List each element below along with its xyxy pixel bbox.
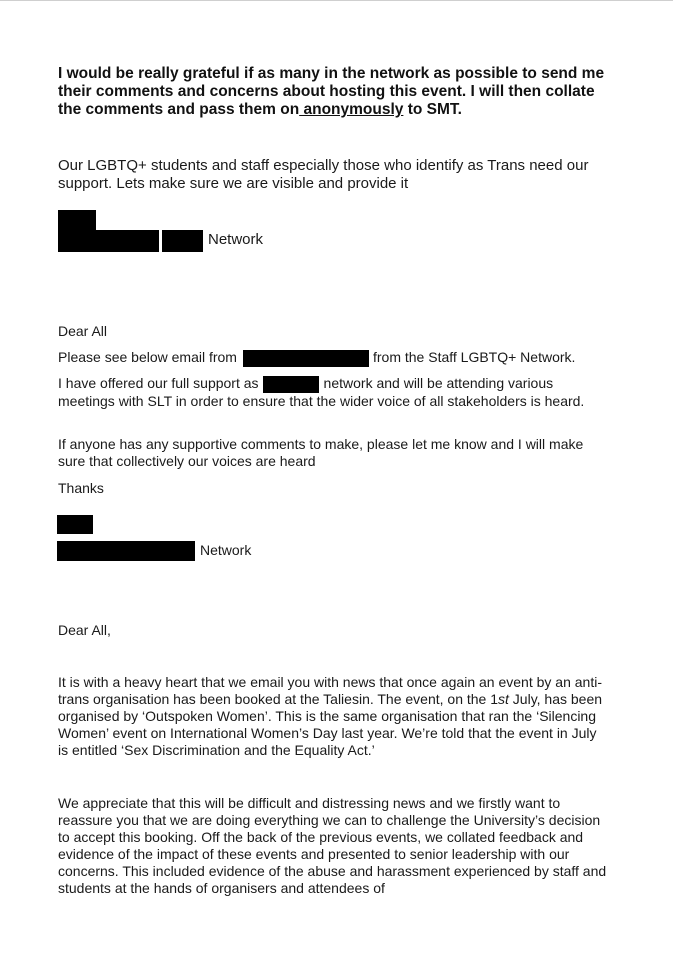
page-top-border <box>0 0 673 1</box>
forward-text-before: Please see below email from <box>58 349 237 365</box>
request-paragraph <box>58 65 618 119</box>
event-text-rest: July, has been organised by ‘Outspoken Women’. This is the same organisation that ran the ‘Silencing Women’ event on International Women’s Day last year. We’re told that the event in July is entitled ‘Sex Discrimination and the Equality Act.’ <box>58 691 603 758</box>
greeting: Dear All <box>58 323 108 339</box>
redacted-sender-network <box>57 541 195 561</box>
reassurance-paragraph: We appreciate that this will be difficult and distressing news and we firstly want to reassure you that we are doing everything we can to challenge the University’s decision to accept this booking. Off the back of the previous events, we collated feedback and evidence of the impact of these events and presented to senior leadership with our concerns. This included evidence of the abuse and harassment experienced by staff and students at the hands of organisers and attendees of <box>58 795 607 896</box>
event-text-ordinal: st <box>498 691 509 707</box>
thanks-line: Thanks <box>58 480 104 496</box>
redacted-signature-box <box>58 230 159 252</box>
redacted-name-box <box>58 210 96 230</box>
request-text: I would be really grateful if as many in the network as possible to send me their comments and concerns about hosting this event. I will then collate the comments and pass them on <box>58 65 605 118</box>
support-offer-after: network and will be attending various meetings with SLT in order to ensure that the wider voice of all stakeholders is heard. <box>58 375 585 409</box>
redacted-sender-initial <box>57 515 93 534</box>
third-greeting: Dear All, <box>58 622 111 638</box>
event-paragraph <box>58 674 610 759</box>
event-text: It is with a heavy heart that we email you with news that once again an event by an anti-trans organisation has been booked at the Taliesin. The event, on the 1 <box>58 674 602 707</box>
sender-network-label: Network <box>200 542 252 558</box>
support-offer-before: I have offered our full support as <box>58 375 259 391</box>
anonymously-underlined: anonymously <box>299 101 404 118</box>
forward-line <box>58 349 613 367</box>
redacted-sender <box>243 350 369 367</box>
support-paragraph: Our LGBTQ+ students and staff especially those who identify as Trans need our support. Lets make sure we are visible and provide it <box>58 157 589 192</box>
redacted-signature-box-2 <box>162 230 203 252</box>
comments-paragraph: If anyone has any supportive comments to make, please let me know and I will make sure that collectively our voices are heard <box>58 436 584 469</box>
forward-text-after: from the Staff LGBTQ+ Network. <box>372 349 576 365</box>
request-text-end: to SMT. <box>403 101 462 118</box>
redacted-network-name <box>263 376 319 393</box>
support-offer-paragraph <box>58 375 613 410</box>
signature-network-label: Network <box>208 231 264 248</box>
